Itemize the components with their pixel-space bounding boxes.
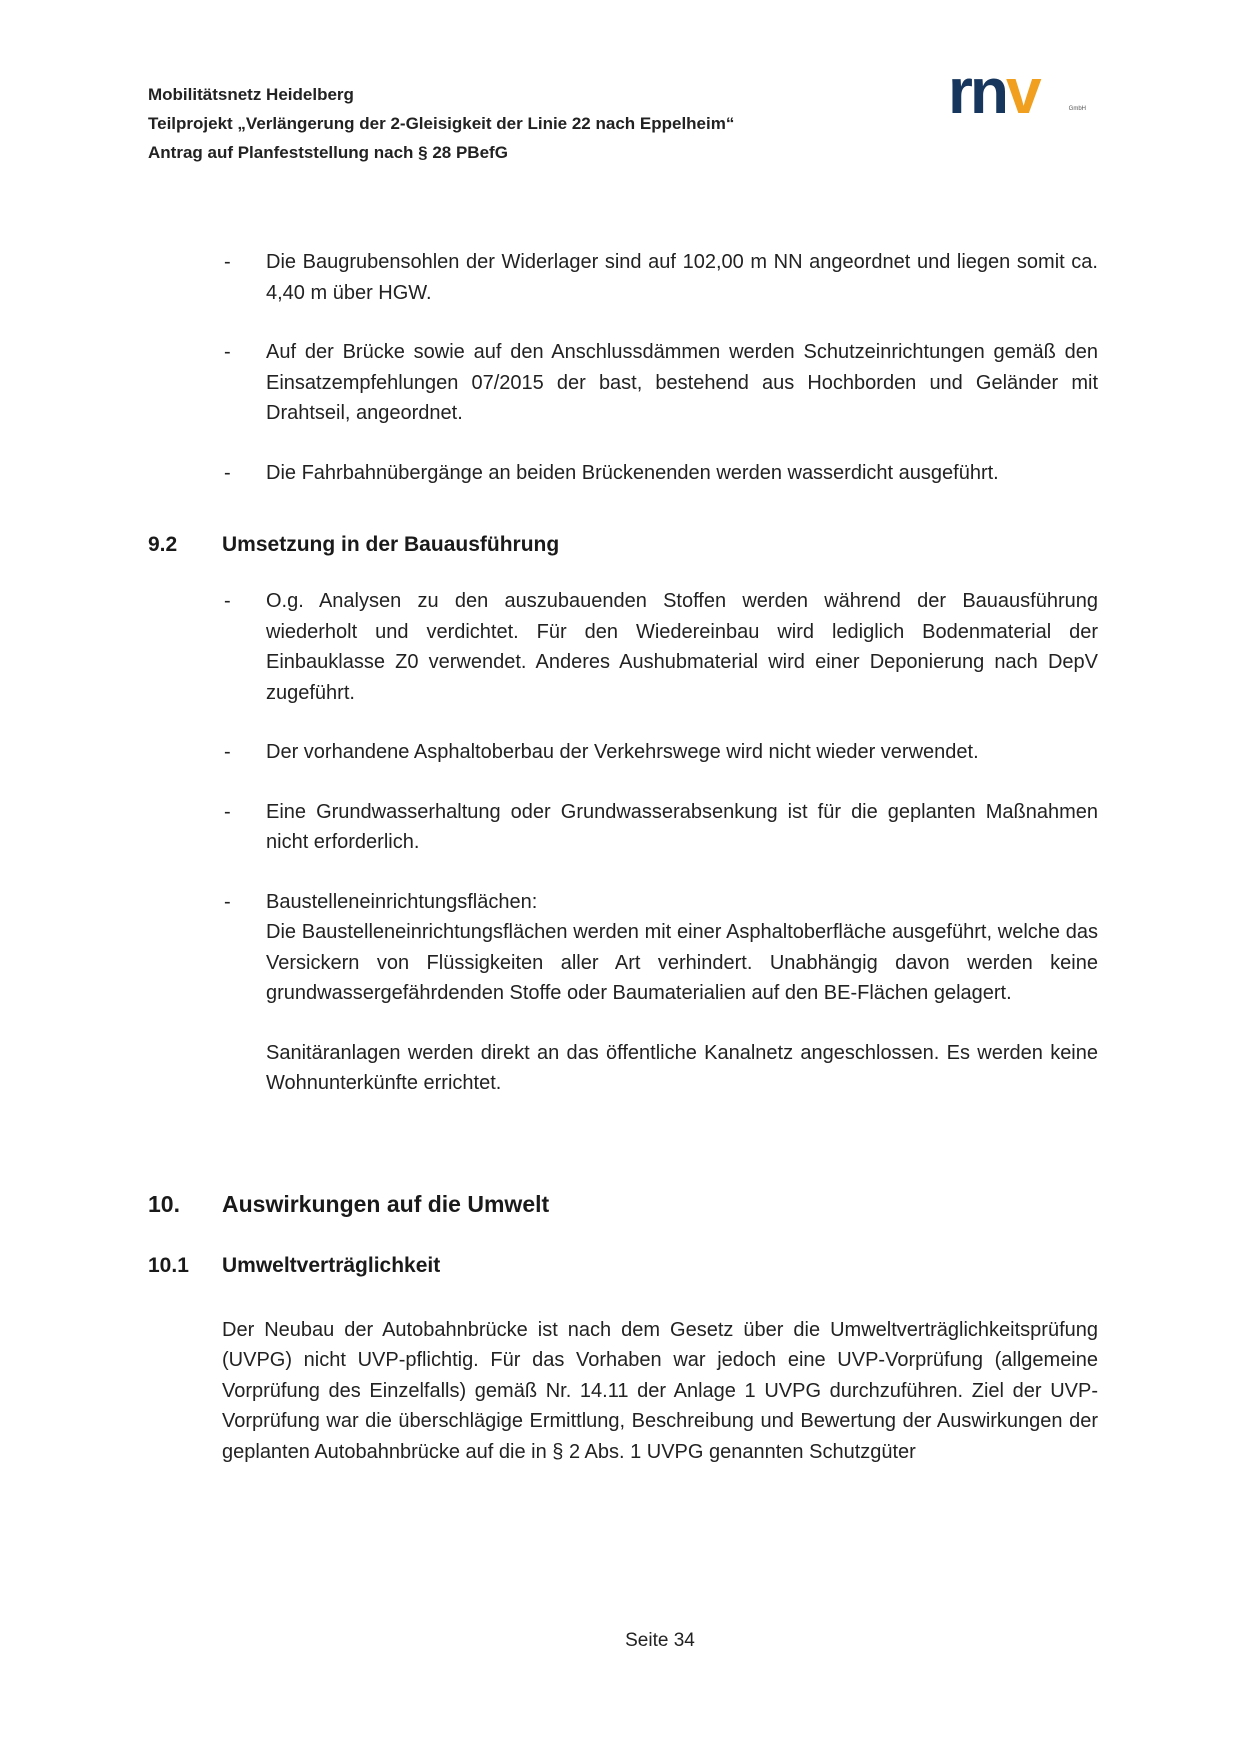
list-item-text: Die Fahrbahnübergänge an beiden Brückenenden werden wasserdicht ausgeführt. — [266, 461, 999, 484]
bullet-dash: - — [224, 461, 231, 484]
list-item — [148, 797, 1098, 858]
bullet-dash: - — [224, 890, 231, 913]
list-item-text-secondary: Sanitäranlagen werden direkt an das öffentliche Kanalnetz angeschlossen. Es werden keine Wohnunterkünfte errichtet. — [266, 1041, 1098, 1094]
logo-letter-n: n — [969, 55, 1006, 127]
list-item-text: O.g. Analysen zu den auszubauenden Stoffen werden während der Bauausführung wiederholt und verdichtet. Für den Wiedereinbau wird lediglich Bodenmaterial der Einbauklasse Z0 verwendet. Anderes Aushubmaterial wird einer Deponierung nach DepV zugeführt. — [266, 590, 1098, 704]
list-item — [148, 458, 1098, 489]
list-item-text: Der vorhandene Asphaltoberbau der Verkehrswege wird nicht wieder verwendet. — [266, 741, 979, 763]
section-heading-10-1 — [148, 1251, 1098, 1281]
list-item-text: Eine Grundwasserhaltung oder Grundwasserabsenkung ist für die geplanten Maßnahmen nicht erforderlich. — [266, 800, 1098, 853]
paragraph-umweltvertraeglichkeit: Der Neubau der Autobahnbrücke ist nach dem Gesetz über die Umweltverträglichkeitsprüfung (UVPG) nicht UVP-pflichtig. Für das Vorhaben war jedoch eine UVP-Vorprüfung (allgemeine Vorprüfung des Einzelfalls) gemäß Nr. 14.11 der Anlage 1 UVPG durchzuführen. Ziel der UVP-Vorprüfung war die überschlägige Ermittlung, Beschreibung und Bewertung der Auswirkungen der geplanten Autobahnbrücke auf die in § 2 Abs. 1 UVPG genannten Schutzgüter — [222, 1318, 1098, 1463]
logo-suffix: GmbH — [1068, 106, 1086, 112]
list-item-text: Die Baustelleneinrichtungsflächen werden mit einer Asphaltoberfläche ausgeführt, welche das Versickern von Flüssigkeiten aller Art verhindert. Unabhängig davon werden keine grundwassergefährdenden Stoffe oder Baumaterialien auf den BE-Flächen gelagert. — [266, 921, 1098, 1004]
page-number: Seite 34 — [625, 1630, 695, 1651]
header-project: Teilprojekt „Verlängerung der 2-Gleisigkeit der Linie 22 nach Eppelheim“ — [148, 114, 735, 133]
logo-letter-r: r — [948, 55, 970, 127]
list-item — [148, 887, 1098, 1099]
header-application: Antrag auf Planfeststellung nach § 28 PBefG — [148, 143, 508, 162]
list-item-text: Die Baugrubensohlen der Widerlager sind auf 102,00 m NN angeordnet und liegen somit ca. 4,40 m über HGW. — [266, 251, 1098, 304]
list-item-label: Baustelleneinrichtungsflächen: — [266, 890, 538, 913]
section-title: Auswirkungen auf die Umwelt — [222, 1190, 550, 1217]
list-item — [148, 586, 1098, 708]
section-title: Umweltverträglichkeit — [222, 1253, 441, 1277]
bullet-dash: - — [224, 251, 231, 273]
bullet-dash: - — [224, 800, 231, 823]
section-number: 9.2 — [148, 533, 178, 556]
list-item — [148, 737, 1098, 768]
bullet-dash: - — [224, 341, 231, 363]
bullet-dash: - — [224, 590, 231, 612]
section-title: Umsetzung in der Bauausführung — [222, 533, 560, 556]
section-number: 10.1 — [148, 1253, 189, 1277]
logo-letter-v: v — [1006, 55, 1042, 127]
section-heading-10 — [148, 1189, 1098, 1219]
section-heading-9-2 — [148, 530, 1098, 560]
list-item — [148, 337, 1098, 429]
list-item-text: Auf der Brücke sowie auf den Anschlussdämmen werden Schutzeinrichtungen gemäß den Einsatzempfehlungen 07/2015 der bast, bestehend aus Hochborden und Geländer mit Drahtseil, angeordnet. — [266, 341, 1098, 424]
document-body — [148, 247, 1098, 1467]
document-header — [148, 80, 734, 167]
header-organization: Mobilitätsnetz Heidelberg — [148, 85, 354, 104]
bullet-dash: - — [224, 741, 231, 763]
section-number: 10. — [148, 1190, 180, 1217]
rnv-logo — [948, 55, 1088, 127]
list-item — [148, 247, 1098, 308]
